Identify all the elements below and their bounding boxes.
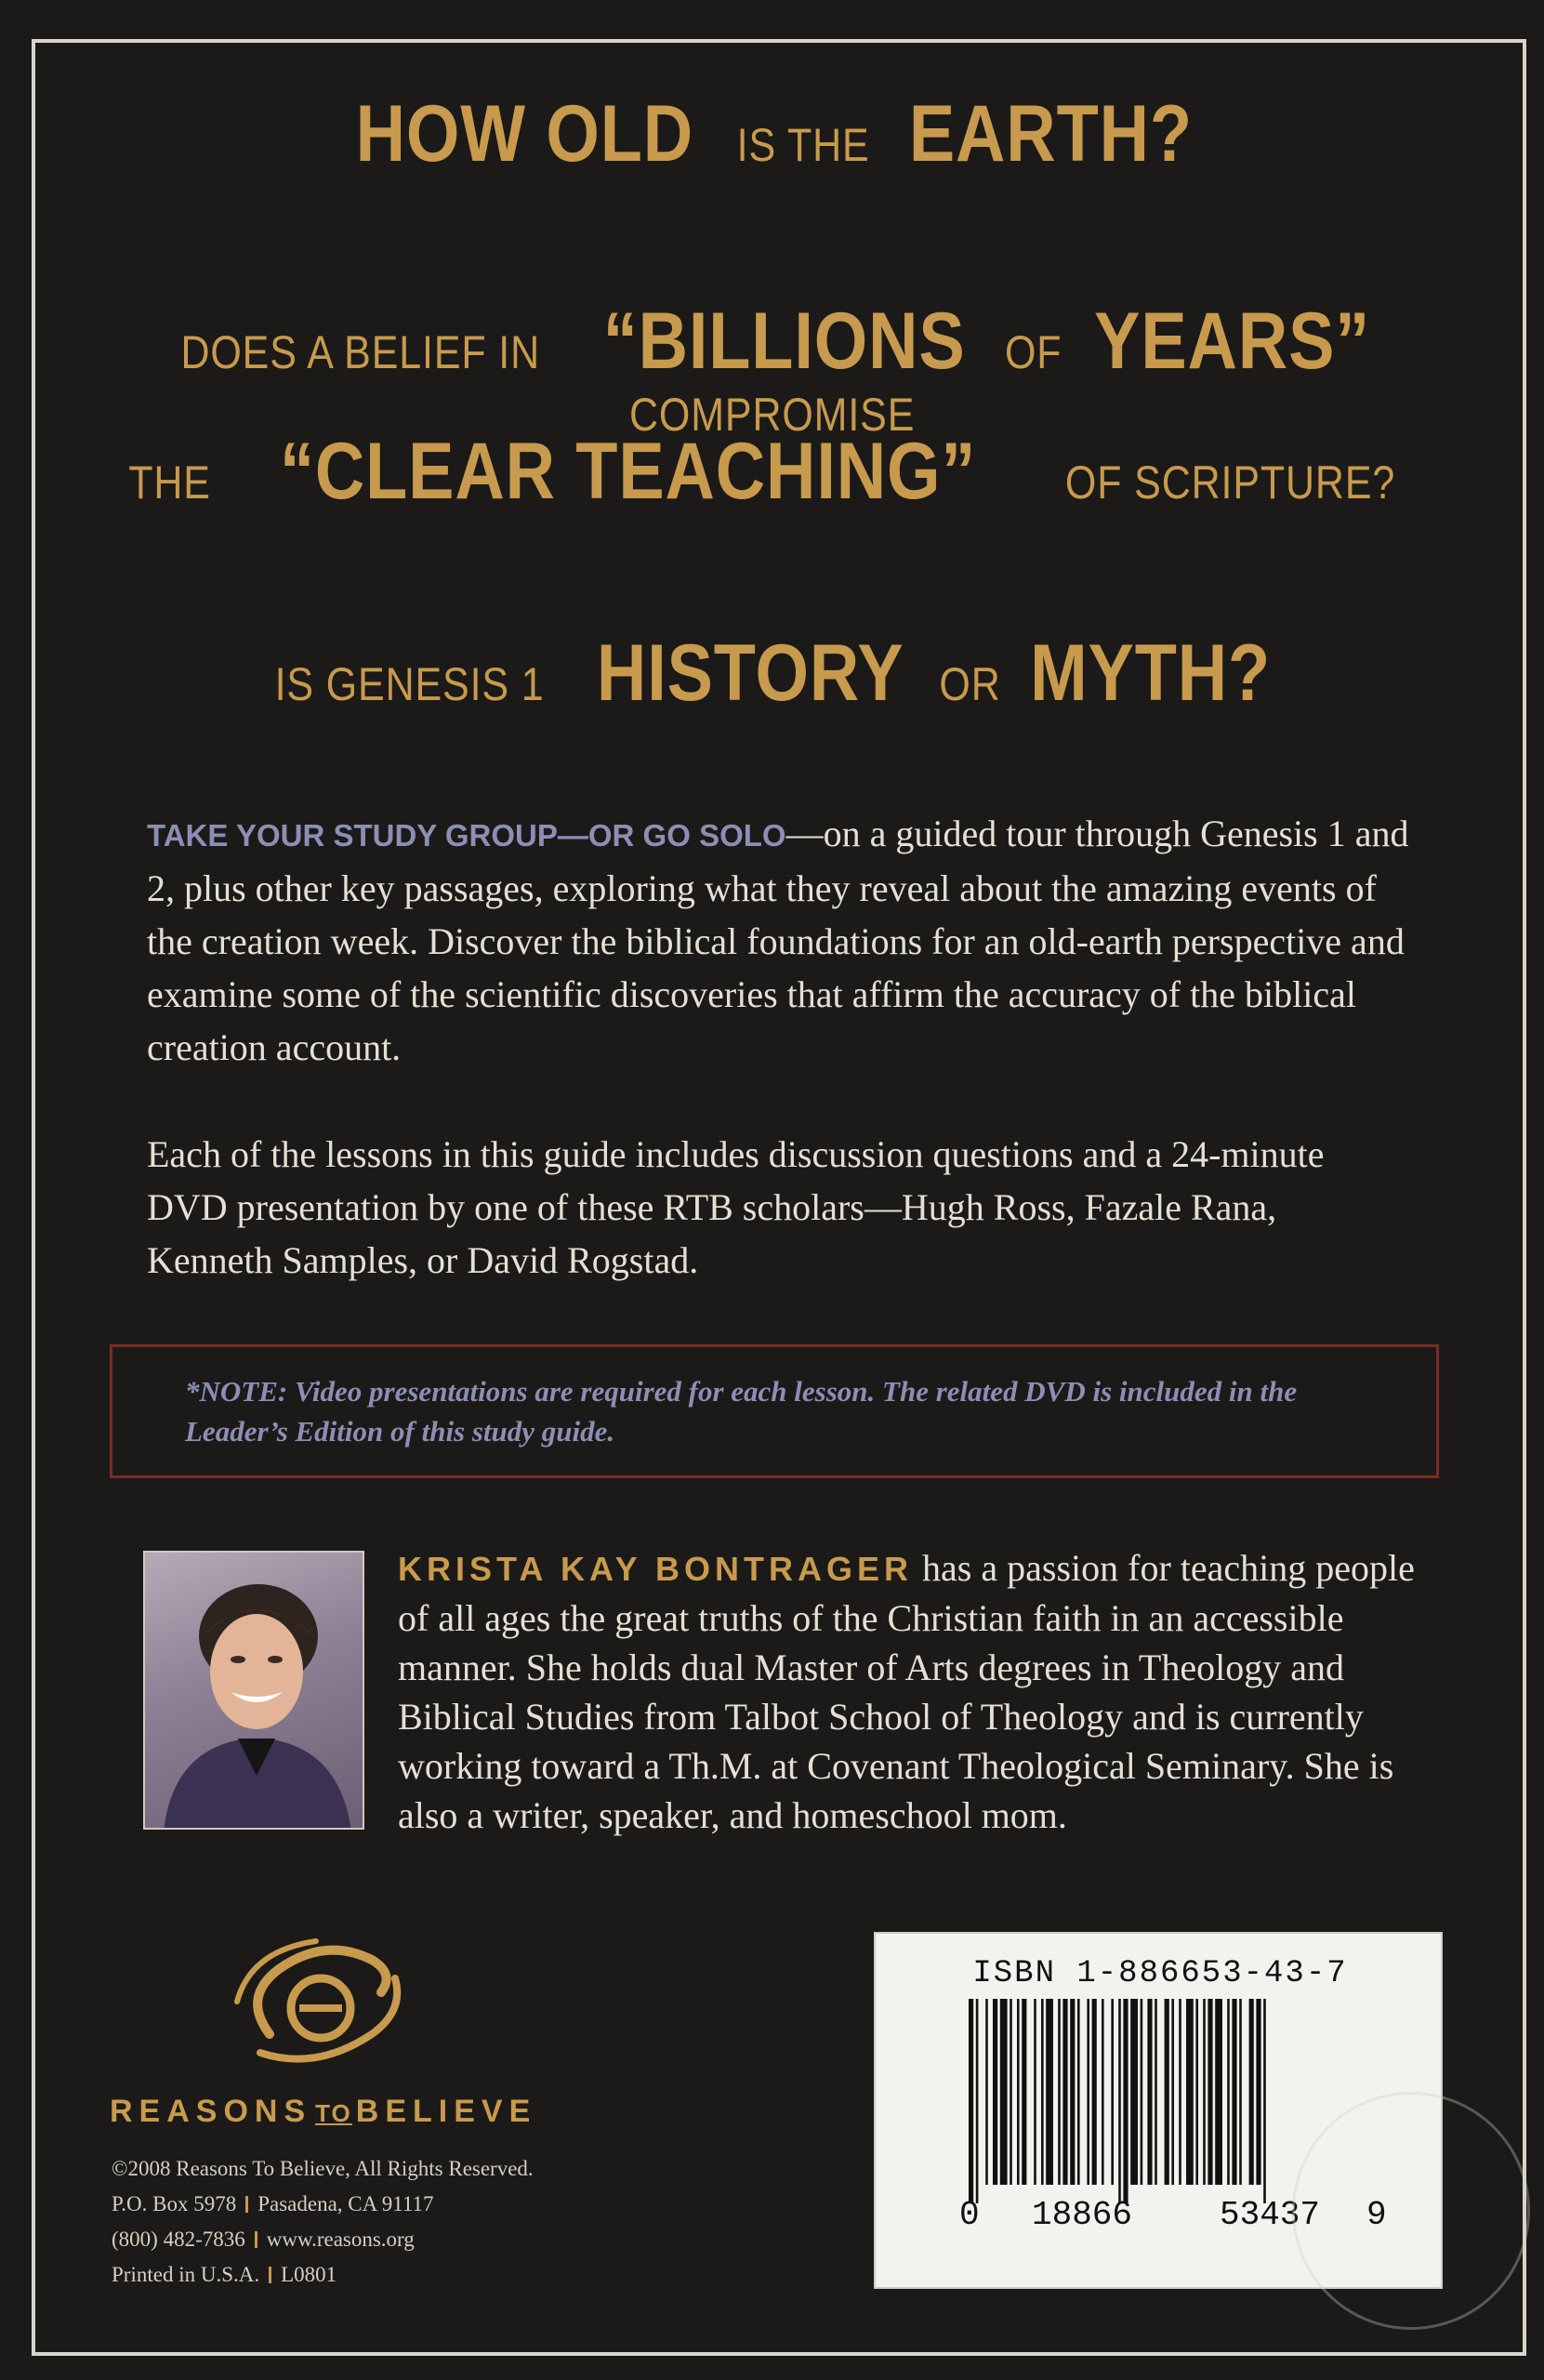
watermark-stamp: [1292, 2092, 1530, 2330]
contact-line: [112, 2222, 632, 2257]
headline-text: OR: [939, 658, 1001, 710]
author-photo: [143, 1551, 364, 1830]
barcode-bar: [993, 1999, 997, 2185]
headline-billions: [0, 296, 1544, 442]
barcode-bar: [1034, 1999, 1036, 2185]
barcode-bar: [1263, 1999, 1266, 2203]
barcode-bar: [1179, 1999, 1181, 2185]
barcode-bar: [1249, 1999, 1254, 2185]
barcode-bar: [1141, 1999, 1143, 2185]
brand-word: TO: [315, 2099, 352, 2127]
author-bio-text: has a passion for teaching people of all ages the great truths of the Christian faith in an accessible manner. She holds dual Master of Arts degrees in Theology and Biblical Studies from Talbot School of Theology and is currently working toward a Th.M. at Covenant Theological Seminary. She is also a writer, speaker, and homeschool mom.: [398, 1547, 1415, 1836]
barcode-bar: [1239, 1999, 1242, 2185]
headline-genesis: [0, 628, 1544, 720]
barcode-bar: [1165, 1999, 1169, 2185]
isbn-text: ISBN 1-886653-43-7: [972, 1956, 1348, 1991]
barcode-bar: [1195, 1999, 1198, 2185]
publisher-imprint: [112, 2151, 632, 2293]
brand-word: BELIEVE: [355, 2094, 537, 2129]
barcode-bar: [1077, 1999, 1080, 2185]
barcode-bar: [1171, 1999, 1174, 2185]
headline-text: YEARS”: [1094, 297, 1371, 386]
author-portrait-image: [145, 1553, 364, 1830]
barcode-bar: [1102, 1999, 1104, 2185]
barcode-bar: [1232, 1999, 1236, 2185]
barcode-bar: [1203, 1999, 1206, 2185]
barcode-bar: [1058, 1999, 1061, 2185]
barcode-bar: [1022, 1999, 1026, 2185]
barcode-bar: [1207, 1999, 1212, 2185]
barcode-bar: [1155, 1999, 1157, 2185]
barcode-bar: [1227, 1999, 1230, 2185]
headline-text: “BILLIONS: [603, 297, 967, 386]
barcode-bar: [1070, 1999, 1075, 2185]
barcode-digit: 9: [1366, 2196, 1387, 2234]
headline-text: EARTH?: [908, 89, 1193, 178]
headline-text: IS THE: [736, 119, 870, 171]
barcode-digit: 53437: [1220, 2196, 1321, 2234]
reasons-to-believe-logo-icon: [232, 1932, 409, 2071]
lessons-paragraph: Each of the lessons in this guide includes discussion questions and a 24-minute DVD presentation by one of these RTB scholars—Hugh Ross, Fazale Rana, Kenneth Samples, or David Rogstad.: [147, 1133, 1325, 1281]
headline-text: DOES A BELIEF IN: [179, 326, 540, 378]
note-text: *NOTE: Video presentations are required for each lesson. The related DVD is included in the Leader’s Edition of this study guide.: [185, 1375, 1298, 1448]
headline-text: THE: [128, 456, 212, 509]
intro-text: —on a guided tour through Genesis 1 and 2, plus other key passages, exploring what they reveal about the amazing events of the creation week. Discover the biblical foundations for an old-earth perspective and examine some of the scientific discoveries that affirm the accuracy of the biblical creation account.: [147, 813, 1409, 1068]
note-box: [110, 1344, 1439, 1478]
barcode-bar: [1118, 1999, 1121, 2203]
barcode-bar: [1017, 1999, 1020, 2185]
barcode-bar: [1046, 1999, 1053, 2185]
headline-how-old: [0, 88, 1544, 180]
headline-text: MYTH?: [1030, 628, 1272, 718]
barcode-bar: [1123, 1999, 1128, 2203]
barcode-bar: [1130, 1999, 1138, 2185]
printed-in: Printed in U.S.A.: [112, 2263, 260, 2286]
barcode-bar: [969, 1999, 973, 2203]
brand-word: REASONS: [110, 2094, 312, 2129]
phone: (800) 482-7836: [112, 2228, 245, 2251]
printed-line: [112, 2257, 632, 2293]
barcode-bar: [985, 1999, 988, 2185]
barcode-bar: [1087, 1999, 1089, 2185]
headline-text: OF: [1005, 326, 1062, 378]
author-name: KRISTA KAY BONTRAGER: [398, 1550, 914, 1588]
website: www.reasons.org: [266, 2228, 415, 2251]
separator-bar: [269, 2267, 271, 2283]
barcode-bar: [1111, 1999, 1114, 2185]
separator-bar: [255, 2231, 257, 2248]
barcode-bar: [1186, 1999, 1194, 2185]
intro-lead: TAKE YOUR STUDY GROUP—OR GO SOLO: [147, 818, 786, 853]
product-code: L0801: [281, 2263, 337, 2286]
copyright-line: ©2008 Reasons To Believe, All Rights Reserved.: [112, 2157, 534, 2180]
barcode-bar: [1092, 1999, 1097, 2185]
headline-clear-teaching: [0, 426, 1544, 518]
barcode-bar: [1215, 1999, 1222, 2185]
barcode-bar: [1000, 1999, 1008, 2185]
po-box: P.O. Box 5978: [112, 2192, 237, 2215]
author-bio: [398, 1543, 1420, 1840]
barcode-bar: [1041, 1999, 1044, 2185]
headline-text: COMPROMISE: [628, 389, 916, 441]
headline-text: “CLEAR TEACHING”: [279, 427, 977, 516]
headline-text: IS GENESIS 1: [275, 658, 545, 710]
barcode-icon: [969, 1999, 1352, 2203]
barcode-digit: 0: [959, 2196, 980, 2234]
barcode-digit: 18866: [1032, 2196, 1133, 2234]
separator-bar: [245, 2196, 248, 2213]
address-line: [112, 2187, 632, 2222]
barcode-bar: [1147, 1999, 1152, 2185]
headline-text: HISTORY: [596, 628, 904, 718]
intro-paragraph: [147, 807, 1411, 1074]
barcode-bar: [1062, 1999, 1067, 2185]
barcode-bar: [1010, 1999, 1012, 2185]
city: Pasadena, CA 91117: [257, 2192, 434, 2215]
brand-name: [110, 2094, 536, 2130]
barcode-bar: [976, 1999, 979, 2203]
headline-text: HOW OLD: [355, 89, 694, 178]
barcode-bar: [1256, 1999, 1260, 2185]
headline-text: OF SCRIPTURE?: [1064, 456, 1395, 509]
